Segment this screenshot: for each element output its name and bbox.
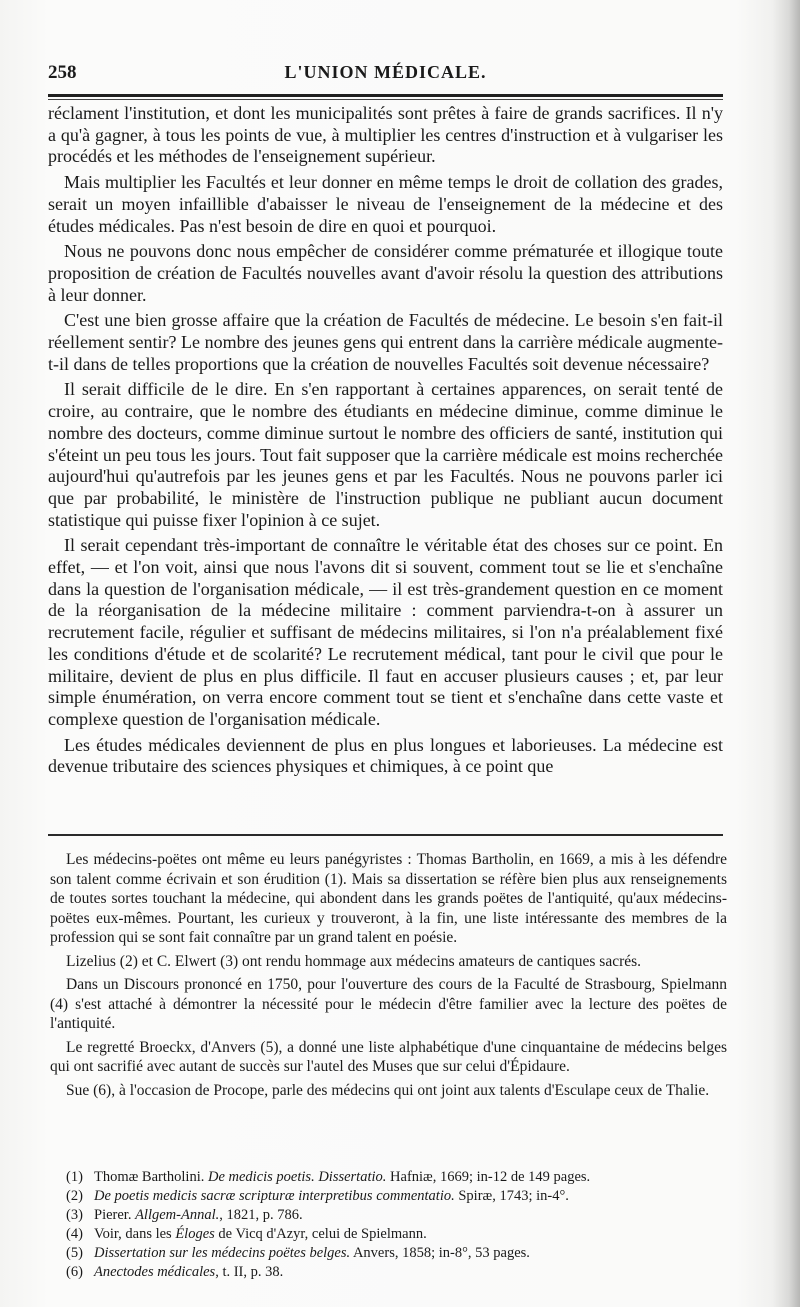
footnote-text: Voir, dans les [94, 1226, 176, 1242]
footnote-text: , t. II, p. 38. [215, 1264, 284, 1280]
footnote-number: (6) [66, 1264, 83, 1280]
footnote-number: (3) [66, 1207, 83, 1223]
body-paragraph: Il serait cependant très-important de connaître le véritable état des choses sur ce point. En effet, — et l'on voit, ainsi que nous l'avons dit si souvent, comment tout se lie et s'enchaîne dans la question de l'organisation médicale, — il est très-grandement question en ce moment de la réorganisation de la médecine militaire : comment parviendra-t-on à assurer un recrutement facile, régulier et suffisant de médecins militaires, si l'on n'a préalablement fixé les conditions d'étude et de scolarité? Le recrutement médical, tant pour le civil que pour le militaire, devient de plus en plus difficile. Il faut en accuser plusieurs causes ; et, par leur simple énumération, on verra encore comment tout se tient et s'enchaîne dans cette vaste et complexe question de l'organisation médicale. [48, 535, 723, 729]
footnotes [66, 1168, 726, 1282]
footnote-title: Dissertation sur les médecins poëtes belges. [94, 1245, 351, 1261]
footnote-text: Spiræ, 1743; in-4°. [454, 1188, 569, 1204]
footnote-number: (1) [66, 1169, 83, 1185]
footnote [66, 1244, 726, 1263]
body-paragraph: Il serait difficile de le dire. En s'en rapportant à certaines apparences, on serait tenté de croire, au contraire, que le nombre des étudiants en médecine diminue, comme diminue le nombre des docteurs, comme diminue surtout le nombre des officiers de santé, institution qui s'éteint un peu tous les jours. Tout fait supposer que la carrière médicale est moins recherchée aujourd'hui qu'autrefois par les jeunes gens et par les Facultés. Nous ne pouvons parler ici que par probabilité, le ministère de l'instruction publique ne publiant aucun document statistique qui puisse fixer l'opinion à ce sujet. [48, 379, 723, 530]
footnote [66, 1225, 726, 1244]
footnote-text: de Vicq d'Azyr, celui de Spielmann. [214, 1226, 427, 1242]
footnote-number: (5) [66, 1245, 83, 1261]
footnote-title: Allgem-Annal. [135, 1207, 220, 1223]
footnote-number: (2) [66, 1188, 83, 1204]
footnote-title: Anectodes médicales [94, 1264, 216, 1280]
footnote [66, 1187, 726, 1206]
feuilleton-paragraph: Sue (6), à l'occasion de Procope, parle des médecins qui ont joint aux talents d'Esculape ceux de Thalie. [66, 1081, 710, 1099]
feuilleton-paragraph: Les médecins-poëtes ont même eu leurs panégyristes : Thomas Bartholin, en 1669, a mis à les défendre son talent comme écrivain et son érudition (1). Mais sa dissertation se réfère bien plus aux renseignements de toutes sortes touchant la médecine, qui abondent dans les grands poëtes de l'antiquité, qu'aux médecins-poëtes eux-mêmes. Pourtant, les curieux y trouveront, à la fin, une liste intéressante des membres de la profession qui se sont fait connaître par un grand talent en poésie. [50, 851, 727, 946]
footnote-text: Thomæ Bartholini. [94, 1169, 208, 1185]
body-paragraph: Nous ne pouvons donc nous empêcher de considérer comme prématurée et illogique toute proposition de création de Facultés nouvelles avant d'avoir résolu la question des attributions à leur donner. [48, 241, 723, 305]
footnote-number: (4) [66, 1226, 83, 1242]
feuilleton-text [50, 850, 727, 1104]
body-paragraph: réclament l'institution, et dont les municipalités sont prêtes à faire de grands sacrifices. Il n'y a qu'à gagner, à tous les points de vue, à multiplier les centres d'instruction et à vulgariser les procédés et les méthodes de l'enseignement supérieur. [48, 103, 723, 167]
feuilleton-paragraph: Dans un Discours prononcé en 1750, pour l'ouverture des cours de la Faculté de Strasbourg, Spielmann (4) s'est attaché à démontrer la nécessité pour le médecin d'être familier avec la lecture des poëtes de l'antiquité. [50, 976, 727, 1032]
header-rule-thin [48, 99, 723, 100]
running-title: L'UNION MÉDICALE. [284, 62, 487, 82]
body-paragraph: Les études médicales deviennent de plus en plus longues et laborieuses. La médecine est devenue tributaire des sciences physiques et chimiques, à ce point que [48, 734, 723, 777]
feuilleton-paragraph: Le regretté Broeckx, d'Anvers (5), a donné une liste alphabétique d'une cinquantaine de médecins belges qui ont sacrifié avec autant de succès sur l'autel des Muses que sur celui d'Épidaure. [50, 1038, 727, 1075]
page-edge-shadow [772, 0, 800, 1307]
footnote-text: Hafniæ, 1669; in-12 de 149 pages. [386, 1169, 591, 1185]
header-rule [48, 94, 723, 97]
footnote [66, 1263, 726, 1282]
footnote [66, 1206, 726, 1225]
article-body [48, 103, 723, 782]
footnote [66, 1168, 726, 1187]
feuilleton-divider [48, 834, 723, 836]
footnote-title: Éloges [175, 1226, 215, 1242]
page-number: 258 [48, 62, 77, 83]
body-paragraph: Mais multiplier les Facultés et leur donner en même temps le droit de collation des grades, serait un moyen infaillible d'abaisser le niveau de l'enseignement de la médecine et des études médicales. Pas n'est besoin de dire en quoi et pourquoi. [48, 172, 723, 236]
footnote-title: De poetis medicis sacræ scripturæ interpretibus commentatio. [94, 1188, 455, 1204]
page-header [48, 60, 723, 90]
footnote-text: , 1821, p. 786. [219, 1207, 303, 1223]
body-paragraph: C'est une bien grosse affaire que la création de Facultés de médecine. Le besoin s'en fait-il réellement sentir? Le nombre des jeunes gens qui entrent dans la carrière médicale augmente-t-il dans de telles proportions que la création de nouvelles Facultés soit devenue nécessaire? [48, 310, 723, 374]
feuilleton-paragraph: Lizelius (2) et C. Elwert (3) ont rendu hommage aux médecins amateurs de cantiques sacrés. [66, 952, 642, 970]
footnote-title: De medicis poetis. Dissertatio. [207, 1169, 387, 1185]
footnote-text: Pierer. [94, 1207, 136, 1223]
footnote-text: Anvers, 1858; in-8°, 53 pages. [350, 1245, 530, 1261]
